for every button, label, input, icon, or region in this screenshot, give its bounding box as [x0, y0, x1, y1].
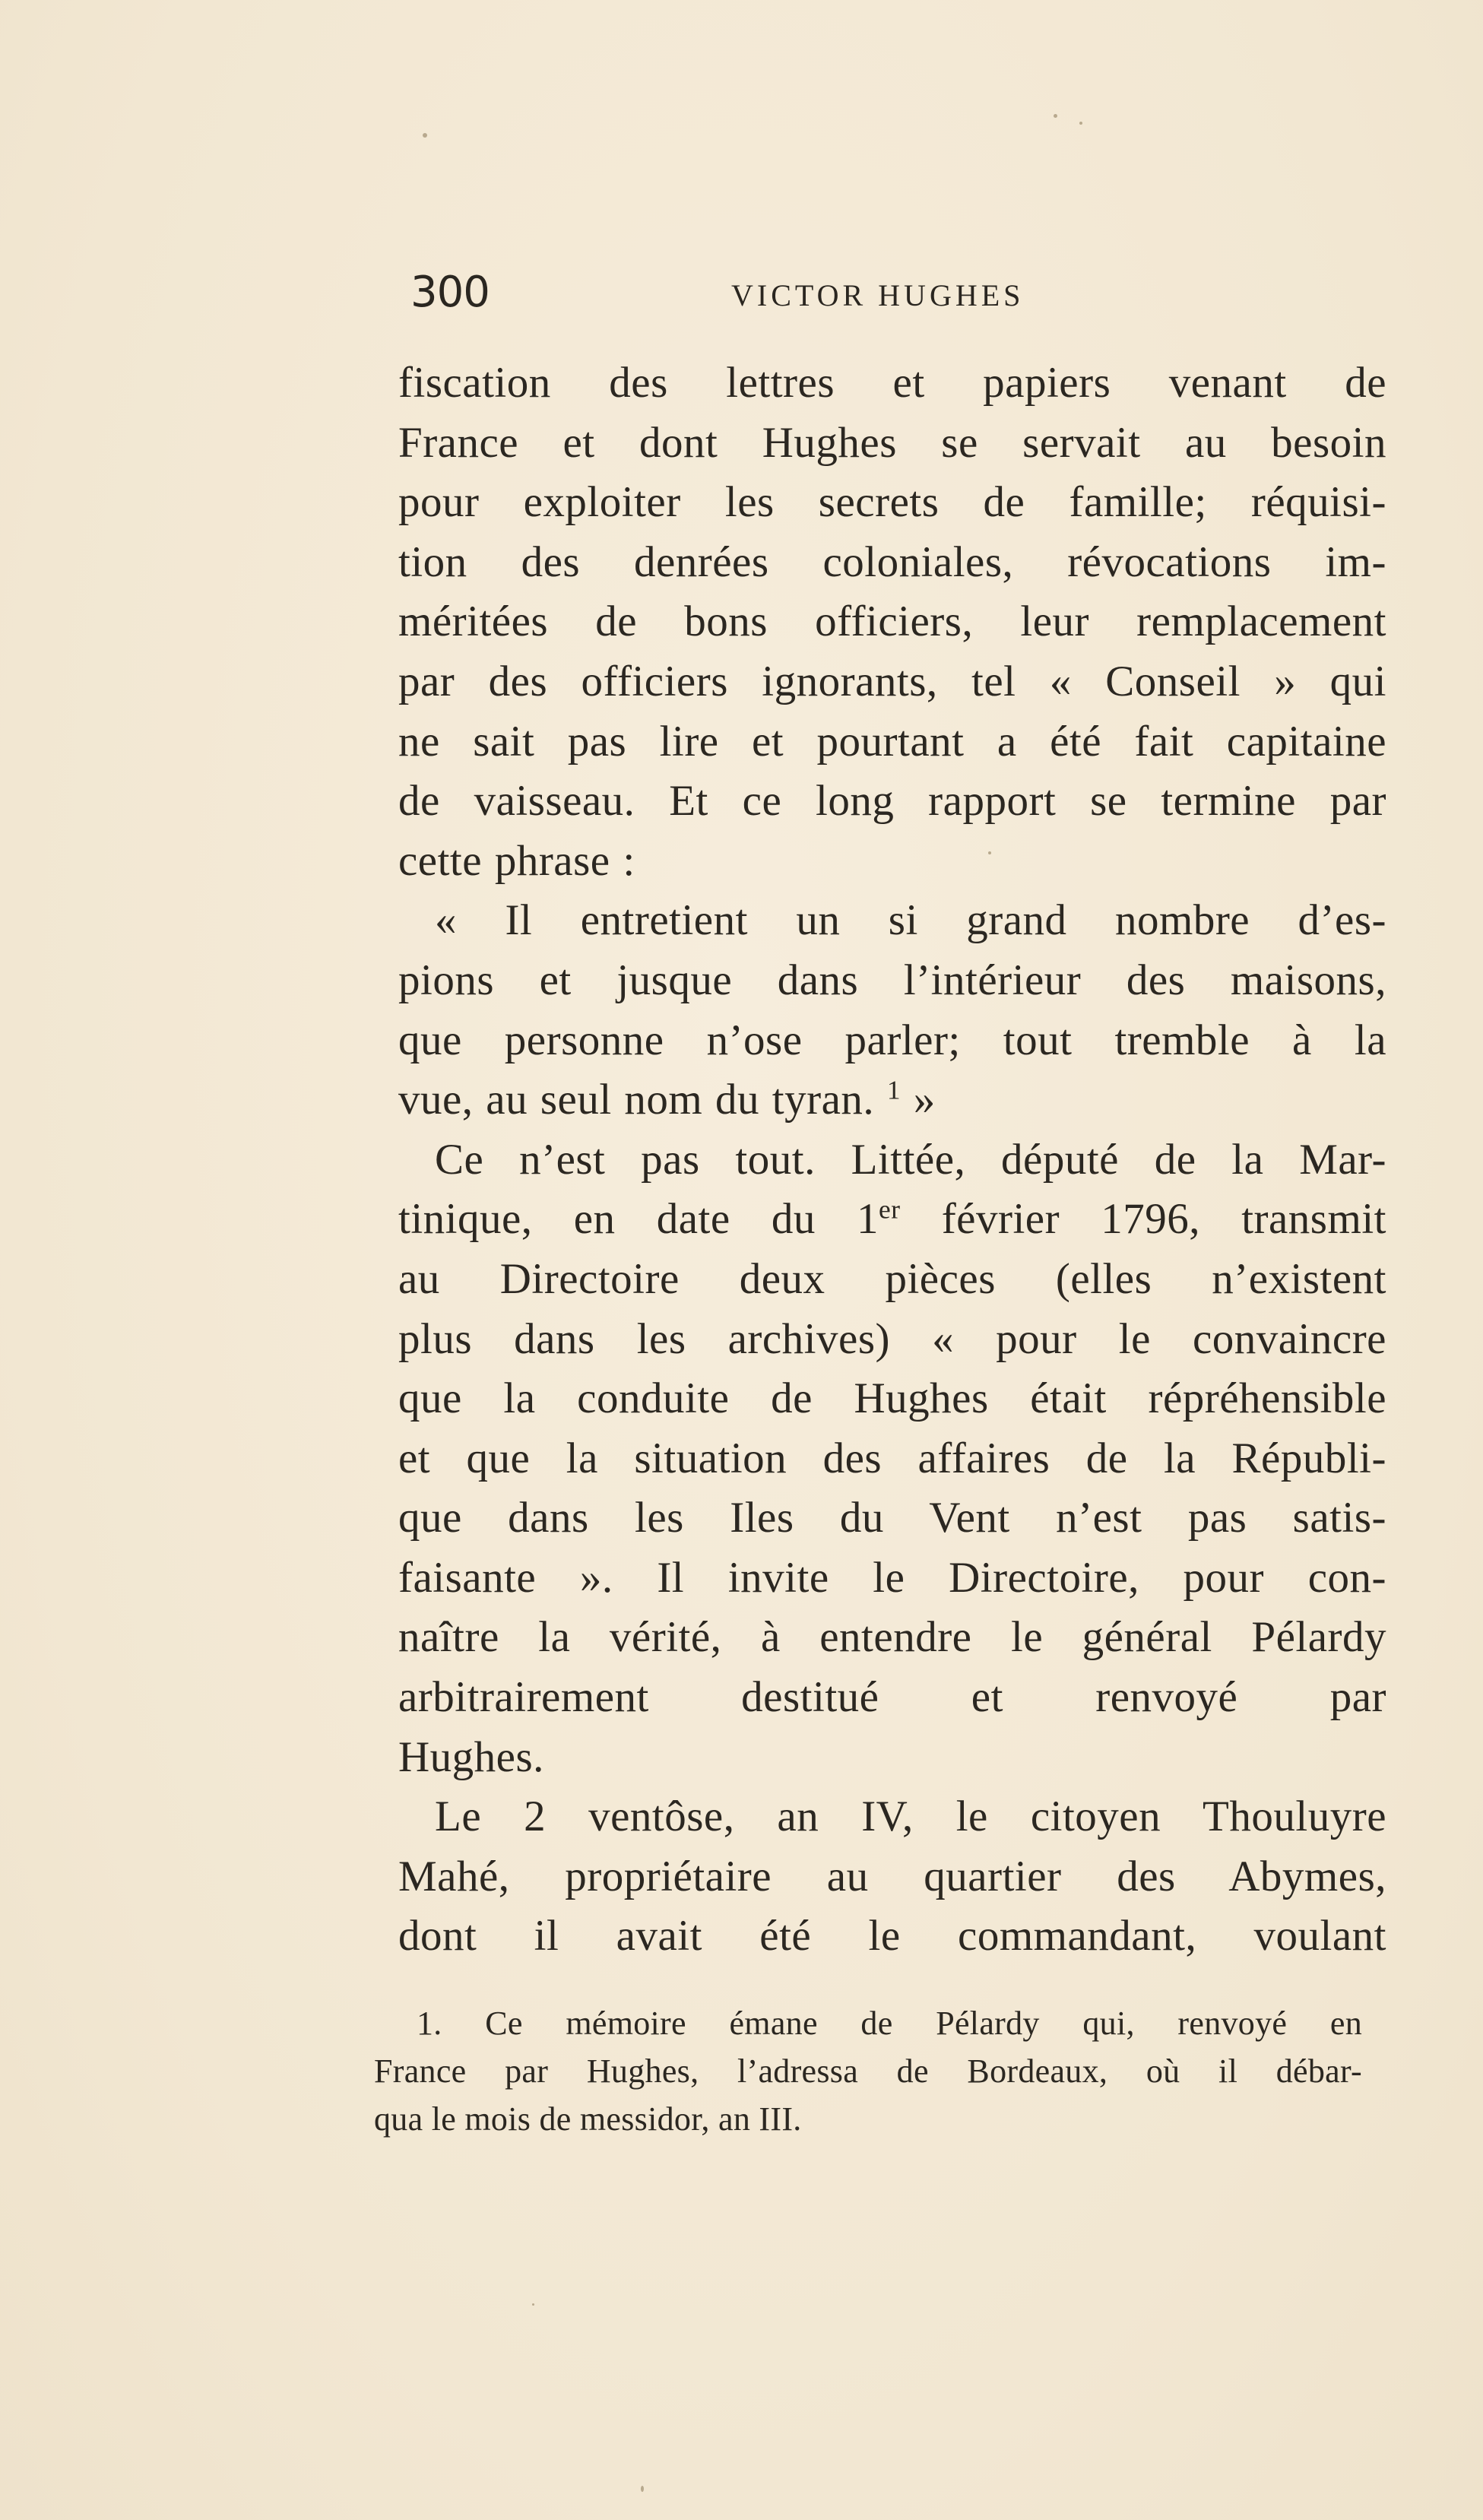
body-line: pour exploiter les secrets de famille; réquisi- — [398, 478, 1386, 527]
body-line: cette phrase : — [398, 836, 635, 885]
body-line: arbitrairement destitué et renvoyé par — [398, 1673, 1386, 1722]
body-line: « Il entretient un si grand nombre d’es- — [435, 896, 1386, 945]
body-line: au Directoire deux pièces (elles n’existent — [398, 1254, 1386, 1303]
body-line: naître la vérité, à entendre le général Pélardy — [398, 1613, 1386, 1662]
body-line: de vaisseau. Et ce long rapport se termine par — [398, 777, 1386, 826]
body-line: pions et jusque dans l’intérieur des maisons, — [398, 956, 1386, 1004]
body-line: Le 2 ventôse, an IV, le citoyen Thouluyre — [435, 1793, 1386, 1841]
date-day: 1 — [857, 1195, 879, 1244]
body-line: France et dont Hughes se servait au besoin — [398, 418, 1386, 467]
body-line: et que la situation des affaires de la Républi- — [398, 1434, 1386, 1482]
footnote-line: 1. Ce mémoire émane de Pélardy qui, renvoyé en — [417, 2005, 1362, 2042]
footnote-line: qua le mois de messidor, an III. — [374, 2100, 802, 2138]
body-line: faisante ». Il invite le Directoire, pour con- — [398, 1553, 1386, 1602]
body-line-text: vue, au seul nom du tyran. — [398, 1076, 875, 1124]
body-line: que dans les Iles du Vent n’est pas satis- — [398, 1494, 1386, 1542]
body-line-text: février 1796, transmit — [941, 1195, 1386, 1244]
footnote-line: France par Hughes, l’adressa de Bordeaux, où il débar- — [374, 2052, 1362, 2090]
body-line: Hughes. — [398, 1732, 544, 1781]
body-line: fiscation des lettres et papiers venant de — [398, 359, 1386, 407]
body-line: plus dans les archives) « pour le convaincre — [398, 1314, 1386, 1363]
body-text — [398, 353, 1386, 1967]
body-line: Mahé, propriétaire au quartier des Abymes, — [398, 1852, 1386, 1900]
page-number: 300 — [410, 268, 490, 317]
body-line-with-date — [398, 1190, 1386, 1250]
running-head-title: VICTOR HUGHES — [731, 278, 1025, 312]
footnote-reference: 1 — [886, 1075, 902, 1105]
body-line: dont il avait été le commandant, voulant — [398, 1912, 1386, 1961]
body-line: par des officiers ignorants, tel « Conseil » qui — [398, 657, 1386, 705]
body-line-text: tinique, en date du — [398, 1195, 816, 1244]
body-line: méritées de bons officiers, leur remplacement — [398, 598, 1386, 646]
body-line: ne sait pas lire et pourtant a été fait capitaine — [398, 717, 1386, 766]
running-header — [410, 262, 1391, 323]
body-line: tion des denrées coloniales, révocations im- — [398, 537, 1386, 586]
body-line-with-footnote-ref — [398, 1070, 1386, 1130]
body-line: Ce n’est pas tout. Littée, député de la Mar- — [435, 1135, 1386, 1184]
body-line: que la conduite de Hughes était répréhensible — [398, 1374, 1386, 1423]
footnote — [374, 1999, 1362, 2143]
date-day-suffix: er — [879, 1194, 901, 1225]
closing-quote: » — [913, 1076, 936, 1124]
body-line: que personne n’ose parler; tout tremble à la — [398, 1016, 1386, 1064]
